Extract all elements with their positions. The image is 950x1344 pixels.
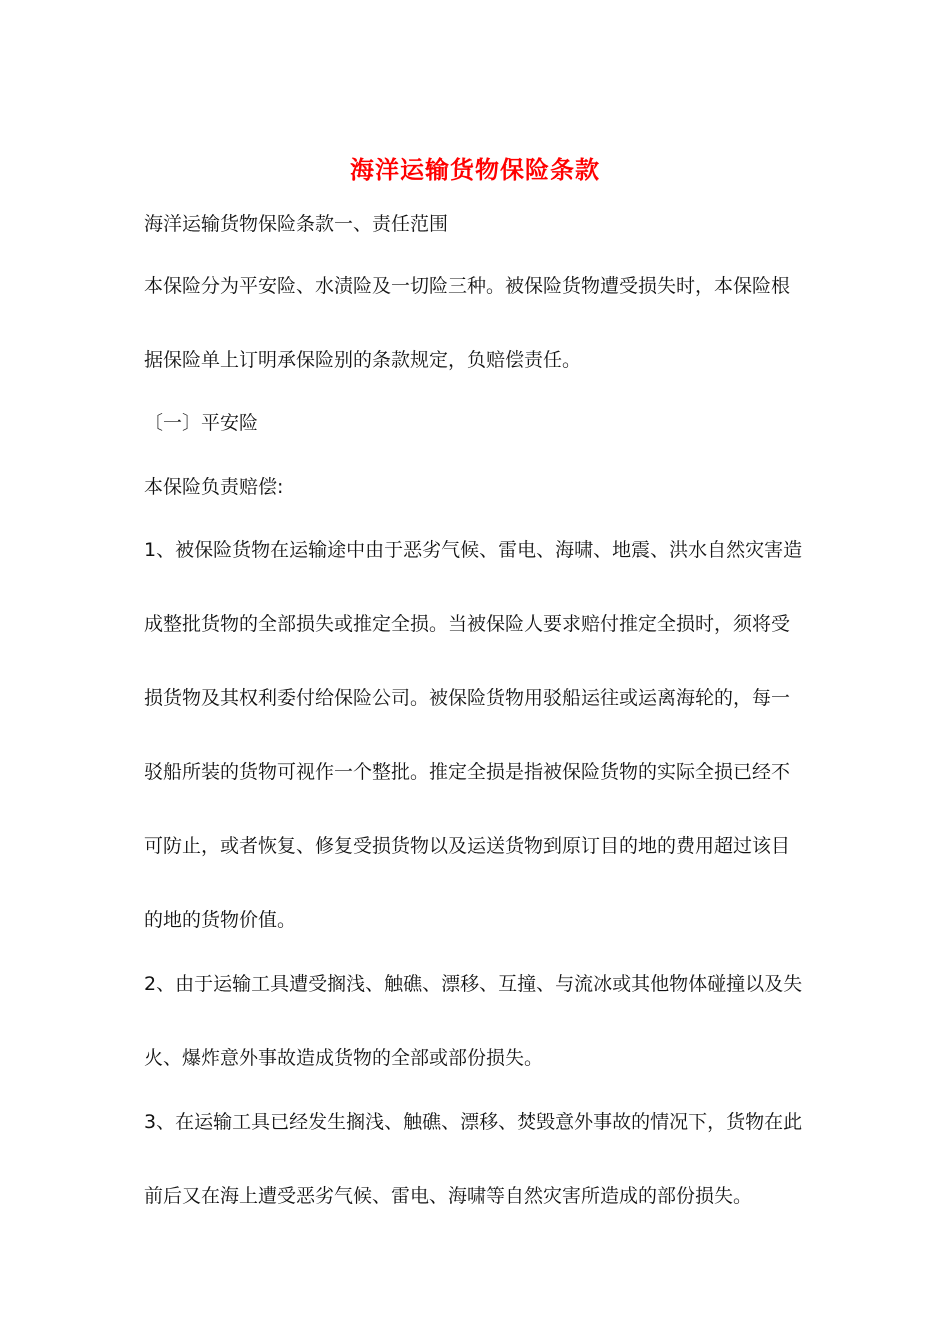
clause-2-line: 2、由于运输工具遭受搁浅、触礁、漂移、互撞、与流冰或其他物体碰撞以及失 <box>144 973 803 995</box>
clause-2-line: 火、爆炸意外事故造成货物的全部或部份损失。 <box>144 1047 544 1069</box>
paragraph-line: 本保险负责赔偿: <box>144 476 284 498</box>
clause-1-line: 驳船所装的货物可视作一个整批。推定全损是指被保险货物的实际全损已经不 <box>144 761 791 783</box>
clause-1-line: 可防止，或者恢复、修复受损货物以及运送货物到原订目的地的费用超过该目 <box>144 835 791 857</box>
clause-1-line: 的地的货物价值。 <box>144 909 297 931</box>
clause-1-line: 1、被保险货物在运输途中由于恶劣气候、雷电、海啸、地震、洪水自然灾害造 <box>144 539 803 561</box>
clause-1-line: 损货物及其权利委付给保险公司。被保险货物用驳船运往或运离海轮的，每一 <box>144 687 791 709</box>
clause-3-line: 3、在运输工具已经发生搁浅、触礁、漂移、焚毁意外事故的情况下，货物在此 <box>144 1111 803 1133</box>
clause-3-line: 前后又在海上遭受恶劣气候、雷电、海啸等自然灾害所造成的部份损失。 <box>144 1185 753 1207</box>
section-heading: 海洋运输货物保险条款一、责任范围 <box>144 213 449 235</box>
subsection-heading: 〔一〕平安险 <box>144 412 259 434</box>
clause-1-line: 成整批货物的全部损失或推定全损。当被保险人要求赔付推定全损时，须将受 <box>144 613 791 635</box>
paragraph-line: 据保险单上订明承保险别的条款规定，负赔偿责任。 <box>144 349 582 371</box>
document-title: 海洋运输货物保险条款 <box>350 155 600 184</box>
paragraph-line: 本保险分为平安险、水渍险及一切险三种。被保险货物遭受损失时，本保险根 <box>144 275 791 297</box>
